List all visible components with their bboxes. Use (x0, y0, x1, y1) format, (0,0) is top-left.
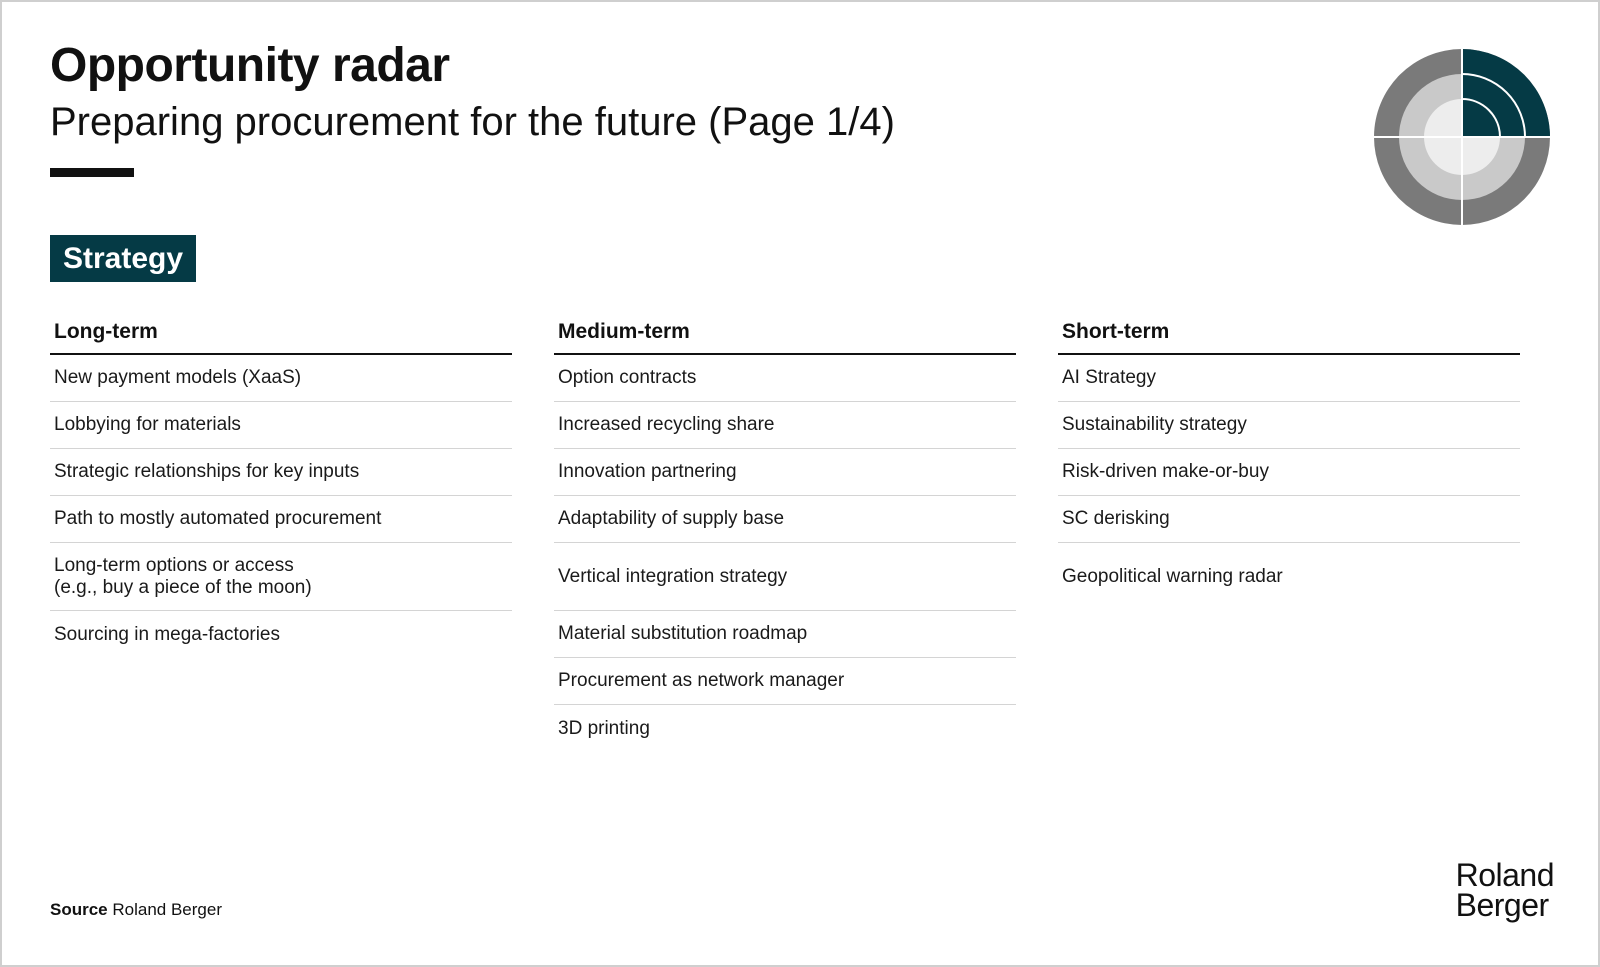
list-item: Vertical integration strategy (554, 543, 1016, 611)
list-item: Strategic relationships for key inputs (50, 449, 512, 496)
list-item: Path to mostly automated procurement (50, 496, 512, 543)
list-item: 3D printing (558, 717, 650, 739)
logo-line-1: Roland (1455, 857, 1554, 893)
company-logo (1455, 857, 1554, 923)
list-item: Material substitution roadmap (554, 611, 1016, 658)
section-badge: Strategy (50, 235, 196, 282)
list-item: Sourcing in mega-factories (54, 623, 280, 645)
list-item: Option contracts (554, 355, 1016, 402)
list-item: Long-term options or access (e.g., buy a piece of the moon) (50, 543, 512, 611)
source-value: Roland Berger (112, 900, 222, 919)
column-header: Medium-term (554, 316, 1016, 355)
title-underline (50, 168, 134, 177)
radar-icon (1374, 49, 1550, 225)
column-header: Short-term (1058, 316, 1520, 355)
list-item: Risk-driven make-or-buy (1058, 449, 1520, 496)
logo-line-2: Berger (1455, 887, 1549, 923)
list-item: Sustainability strategy (1058, 402, 1520, 449)
list-item: AI Strategy (1058, 355, 1520, 402)
column-short-term (1058, 316, 1520, 611)
list-item: Innovation partnering (554, 449, 1016, 496)
page-subtitle: Preparing procurement for the future (Page 1/4) (50, 100, 895, 144)
list-item: Lobbying for materials (50, 402, 512, 449)
page-title: Opportunity radar (50, 39, 450, 92)
column-header: Long-term (50, 316, 512, 355)
list-item: New payment models (XaaS) (50, 355, 512, 402)
list-item: Geopolitical warning radar (1062, 566, 1283, 587)
list-item: SC derisking (1058, 496, 1520, 543)
source-note (50, 900, 222, 920)
list-item: Increased recycling share (554, 402, 1016, 449)
column-long-term (50, 316, 512, 658)
column-medium-term (554, 316, 1016, 752)
list-item: Procurement as network manager (554, 658, 1016, 705)
source-label: Source (50, 900, 108, 919)
list-item: Adaptability of supply base (554, 496, 1016, 543)
